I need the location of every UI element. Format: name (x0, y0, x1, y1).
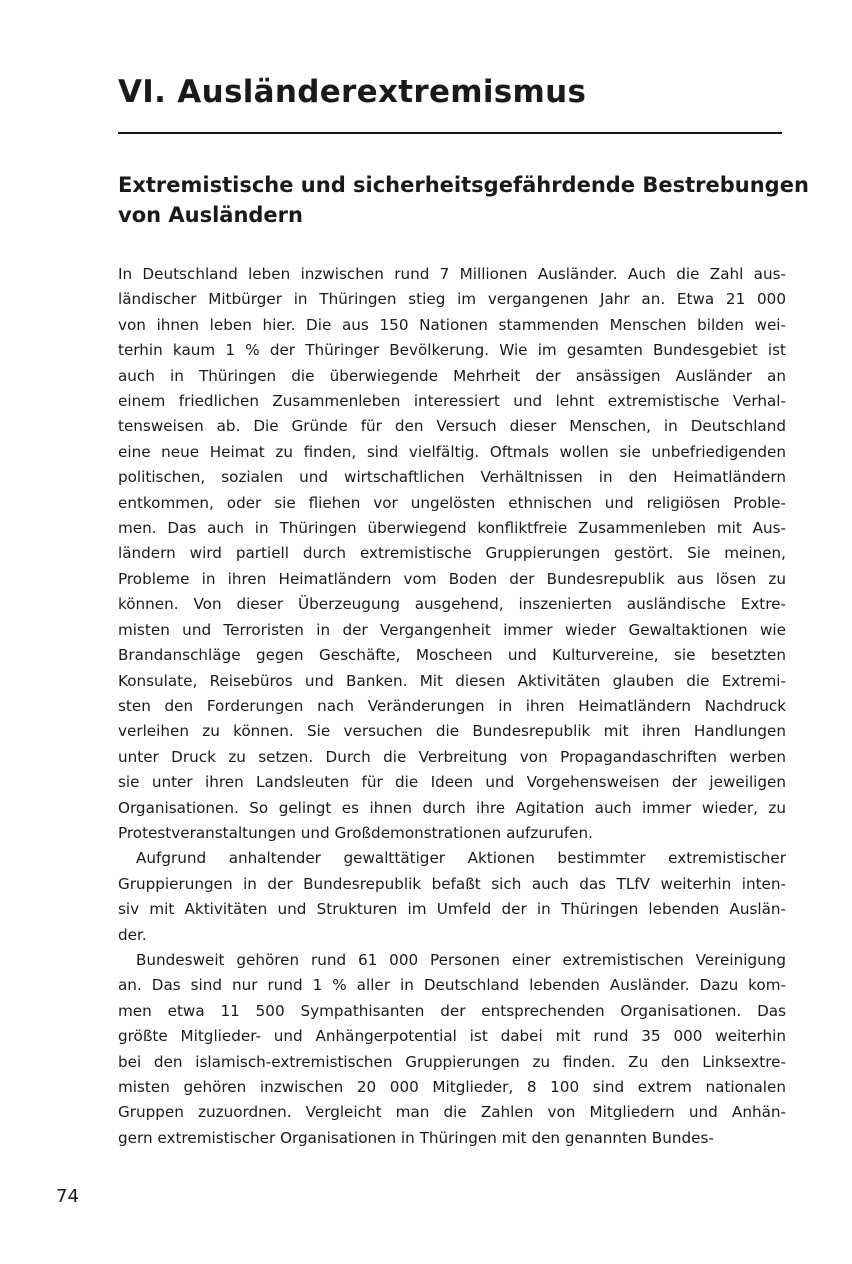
text-line: Gruppierungen in der Bundesrepublik befaßt sich auch das TLfV weiterhin inten- (118, 874, 786, 893)
text-line: Brandanschläge gegen Geschäfte, Moscheen und Kulturvereine, sie besetzten (118, 646, 786, 665)
text-line: der. (118, 925, 147, 944)
text-line: bei den islamisch-extremistischen Gruppierungen zu finden. Zu den Linksextre- (118, 1052, 786, 1071)
body-text (118, 262, 786, 1151)
text-line: einem friedlichen Zusammenleben interessiert und lehnt extremistische Verhal- (118, 392, 786, 411)
section-title-line: Extremistische und sicherheitsgefährdende Bestrebungen (118, 173, 809, 197)
text-line: ländern wird partiell durch extremistische Gruppierungen gestört. Sie meinen, (118, 544, 786, 563)
text-line: terhin kaum 1 % der Thüringer Bevölkerung. Wie im gesamten Bundesgebiet ist (118, 341, 786, 360)
text-line: an. Das sind nur rund 1 % aller in Deutschland lebenden Ausländer. Dazu kom- (118, 976, 786, 995)
text-line: entkommen, oder sie fliehen vor ungelösten ethnischen und religiösen Proble- (118, 493, 786, 512)
text-line: Organisationen. So gelingt es ihnen durch ihre Agitation auch immer wieder, zu (118, 798, 786, 817)
text-line: Aufgrund anhaltender gewalttätiger Aktionen bestimmter extremistischer (136, 849, 786, 868)
text-line: Konsulate, Reisebüros und Banken. Mit diesen Aktivitäten glauben die Extremi- (118, 671, 786, 690)
text-line: von ihnen leben hier. Die aus 150 Nationen stammenden Menschen bilden wei- (118, 315, 786, 334)
text-line: politischen, sozialen und wirtschaftlichen Verhältnissen in den Heimatländern (118, 468, 786, 487)
title-rule (118, 132, 782, 134)
text-line: sten den Forderungen nach Veränderungen in ihren Heimatländern Nachdruck (118, 696, 786, 715)
text-line: eine neue Heimat zu finden, sind vielfältig. Oftmals wollen sie unbefriedigenden (118, 442, 786, 461)
text-line: können. Von dieser Überzeugung ausgehend, inszenierten ausländische Extre- (118, 595, 786, 614)
text-line: In Deutschland leben inzwischen rund 7 Millionen Ausländer. Auch die Zahl aus- (118, 265, 786, 283)
text-line: Protestveranstaltungen und Großdemonstrationen aufzurufen. (118, 823, 593, 842)
text-line: ländischer Mitbürger in Thüringen stieg im vergangenen Jahr an. Etwa 21 000 (118, 290, 786, 309)
text-line: men etwa 11 500 Sympathisanten der entsprechenden Organisationen. Das (118, 1001, 786, 1020)
text-line: verleihen zu können. Sie versuchen die Bundesrepublik mit ihren Handlungen (118, 722, 786, 741)
text-line: Gruppen zuzuordnen. Vergleicht man die Zahlen von Mitgliedern und Anhän- (118, 1103, 786, 1122)
text-line: Bundesweit gehören rund 61 000 Personen einer extremistischen Vereinigung (136, 950, 786, 969)
paragraph (118, 948, 786, 1151)
paragraph (118, 846, 786, 948)
section-title (118, 170, 809, 230)
text-line: misten und Terroristen in der Vergangenheit immer wieder Gewaltaktionen wie (118, 620, 786, 639)
text-line: siv mit Aktivitäten und Strukturen im Umfeld der in Thüringen lebenden Auslän- (118, 900, 786, 919)
chapter-title: VI. Ausländerextremismus (118, 74, 587, 110)
text-line: men. Das auch in Thüringen überwiegend konfliktfreie Zusammenleben mit Aus- (118, 519, 786, 538)
text-line: tensweisen ab. Die Gründe für den Versuch dieser Menschen, in Deutschland (118, 417, 786, 436)
text-line: misten gehören inzwischen 20 000 Mitglieder, 8 100 sind extrem nationalen (118, 1078, 786, 1096)
text-line: gern extremistischer Organisationen in Thüringen mit den genannten Bundes- (118, 1128, 714, 1147)
text-line: größte Mitglieder- und Anhängerpotential ist dabei mit rund 35 000 weiterhin (118, 1027, 786, 1046)
page-number: 74 (56, 1186, 79, 1207)
paragraph (118, 262, 786, 846)
text-line: Probleme in ihren Heimatländern vom Boden der Bundesrepublik aus lösen zu (118, 569, 786, 588)
text-line: auch in Thüringen die überwiegende Mehrheit der ansässigen Ausländer an (118, 366, 786, 385)
text-line: unter Druck zu setzen. Durch die Verbreitung von Propagandaschriften werben (118, 747, 786, 766)
text-line: sie unter ihren Landsleuten für die Ideen und Vorgehensweisen der jeweiligen (118, 773, 786, 792)
section-title-line: von Ausländern (118, 203, 303, 227)
